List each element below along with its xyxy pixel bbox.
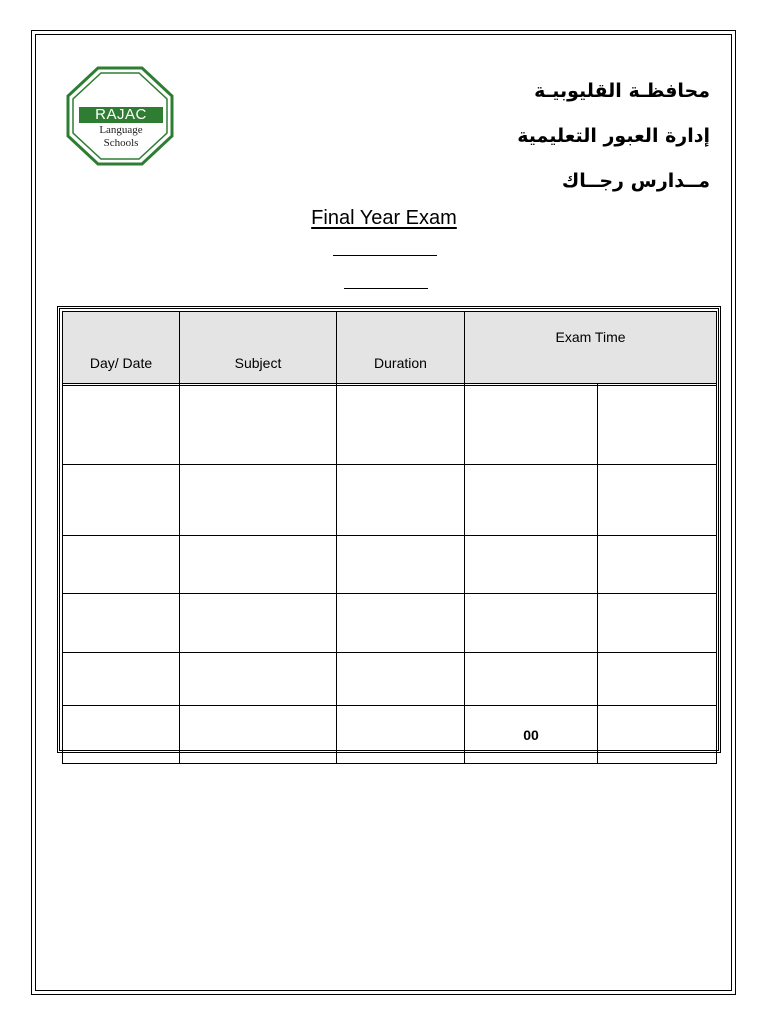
cell-day-date [63, 653, 180, 706]
school-logo [66, 66, 174, 166]
cell-duration [337, 386, 465, 465]
cell-time-from [465, 465, 598, 536]
cell-day-date [63, 386, 180, 465]
cell-subject [180, 465, 337, 536]
header-governorate: محافظـة القليوبيـة [534, 80, 710, 102]
cell-day-date [63, 706, 180, 764]
cell-day-date [63, 536, 180, 594]
cell-duration [337, 594, 465, 653]
cell-time-to [598, 386, 717, 465]
cell-time-to [598, 653, 717, 706]
cell-subject [180, 386, 337, 465]
cell-subject [180, 536, 337, 594]
schedule-table-frame [57, 306, 721, 753]
header-school-name: مــدارس رجــاك [561, 170, 710, 192]
cell-time-from [465, 653, 598, 706]
cell-duration [337, 706, 465, 764]
cell-time-to [598, 536, 717, 594]
table-header-row [63, 312, 717, 384]
cell-duration [337, 536, 465, 594]
cell-day-date [63, 594, 180, 653]
page-title: Final Year Exam [311, 207, 457, 229]
cell-time-to [598, 706, 717, 764]
logo-brand: RAJAC [95, 106, 147, 123]
table-row [63, 594, 717, 653]
logo-language-text: Language [99, 124, 143, 136]
arabic-header [410, 76, 710, 211]
cell-duration [337, 465, 465, 536]
schedule-table [62, 311, 717, 764]
cell-time-from [465, 536, 598, 594]
table-row [63, 653, 717, 706]
cell-time-to [598, 594, 717, 653]
blank-line-1 [333, 255, 437, 256]
table-row [63, 465, 717, 536]
cell-day-date [63, 465, 180, 536]
header-day-date: Day/ Date [63, 312, 180, 384]
header-exam-time: Exam Time [465, 312, 717, 384]
blank-line-2 [344, 288, 428, 289]
cell-subject [180, 706, 337, 764]
logo-schools-text: Schools [103, 137, 139, 149]
cell-subject [180, 653, 337, 706]
header-subject: Subject [180, 312, 337, 384]
cell-time-to [598, 465, 717, 536]
cell-time-from [465, 594, 598, 653]
table-row [63, 536, 717, 594]
cell-time-from [465, 386, 598, 465]
header-administration: إدارة العبور التعليمية [517, 125, 710, 147]
cell-subject [180, 594, 337, 653]
table-row [63, 386, 717, 465]
table-row [63, 706, 717, 764]
cell-time-from: 00 [465, 706, 598, 764]
header-duration: Duration [337, 312, 465, 384]
cell-duration [337, 653, 465, 706]
